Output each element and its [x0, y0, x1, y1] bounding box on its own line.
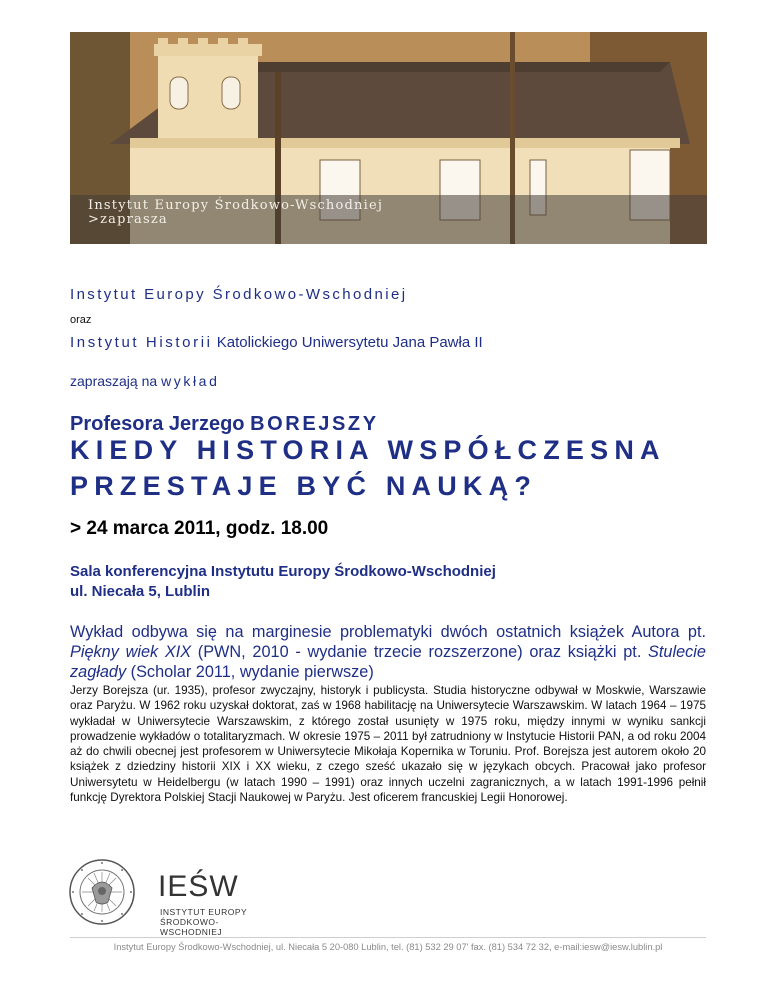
iesw-logo-letters: IEŚW	[158, 870, 239, 903]
organizer-primary: Instytut Europy Środkowo-Wschodniej	[70, 286, 408, 303]
invitation-line	[70, 373, 219, 389]
footer-contact: Instytut Europy Środkowo-Wschodniej, ul. Niecała 5 20-080 Lublin, tel. (81) 532 29 07' fax. (81) 534 72 32, e-mail:iesw@iesw.lublin.pl	[113, 942, 663, 952]
venue-address: ul. Niecała 5, Lublin	[70, 583, 211, 600]
description-text-3: (Scholar 2011, wydanie pierwsze)	[126, 663, 374, 681]
header-caption-subtitle: >zaprasza	[88, 212, 168, 227]
description-text-1: Wykład odbywa się na marginesie problematyki dwóch ostatnich książek Autora pt.	[70, 623, 706, 641]
organizer-secondary	[70, 334, 483, 351]
organizer-secondary-spaced: Instytut Historii	[70, 334, 213, 351]
invitation-prefix: zapraszają na	[70, 373, 162, 389]
description-text-2: (PWN, 2010 - wydanie trzecie rozszerzone) oraz książki pt.	[191, 643, 649, 661]
organizer-conjunction: oraz	[70, 314, 92, 326]
event-date: > 24 marca 2011, godz. 18.00	[70, 518, 329, 539]
organizer-secondary-rest: Katolickiego Uniwersytetu Jana Pawła II	[212, 334, 483, 351]
header-caption-title: Instytut Europy Środkowo-Wschodniej	[88, 198, 384, 213]
speaker-biography: Jerzy Borejsza (ur. 1935), profesor zwyczajny, historyk i publicysta. Studia historyczne odbywał w Moskwie, Warszawie oraz Paryżu. W 1962 roku uzyskał doktorat, zaś w 1968 habilitację na Uniwersytecie Warszawskim. W latach 1964 – 1975 wykładał w Uniwersytecie Warszawskim, z którego został usunięty w 1975 roku, między innymi w wyniku sankcji prowadzenie wykładów o totalitaryzmach. W okresie 1975 – 2011 był zatrudniony w Instytucie Historii PAN, a od roku 2004 aż do chwili obecnej jest profesorem w Uniwersytecie Mikołaja Kopernika w Toruniu. Prof. Borejsza jest autorem około 20 książek z dziedziny historii XIX i XX wieku, z czego sześć ukazało się w językach obcych. Pracował jako profesor Uniwersytetu w Heidelbergu (w latach 1990 – 1991) oraz innych uczelni zagranicznych, a w latach 1991-1996 pełnił funkcję Dyrektora Polskiej Stacji Naukowej w Paryżu. Jest oficerem francuskiej Legii Honorowej.	[70, 684, 706, 805]
speaker-surname: BOREJSZY	[250, 413, 379, 435]
iesw-logo-line1: INSTYTUT EUROPY	[160, 907, 248, 917]
invitation-word: wykład	[161, 373, 220, 389]
footer-divider	[70, 937, 706, 938]
header-photo	[70, 32, 707, 244]
lecture-title-line1: KIEDY HISTORIA WSPÓŁCZESNA	[70, 435, 666, 465]
lecture-title-line2: PRZESTAJE BYĆ NAUKĄ?	[70, 471, 538, 501]
lecture-description	[70, 622, 706, 682]
university-seal-icon	[68, 858, 136, 926]
venue-hall: Sala konferencyjna Instytutu Europy Środkowo-Wschodniej	[70, 563, 496, 580]
iesw-logo-line2: ŚRODKOWO-WSCHODNIEJ	[160, 917, 223, 937]
speaker-prefix: Profesora Jerzego	[70, 413, 251, 435]
iesw-logo	[158, 870, 278, 937]
book-title-1: Piękny wiek XIX	[70, 643, 192, 661]
book-title-2: Stulecie zagłady	[70, 643, 706, 681]
